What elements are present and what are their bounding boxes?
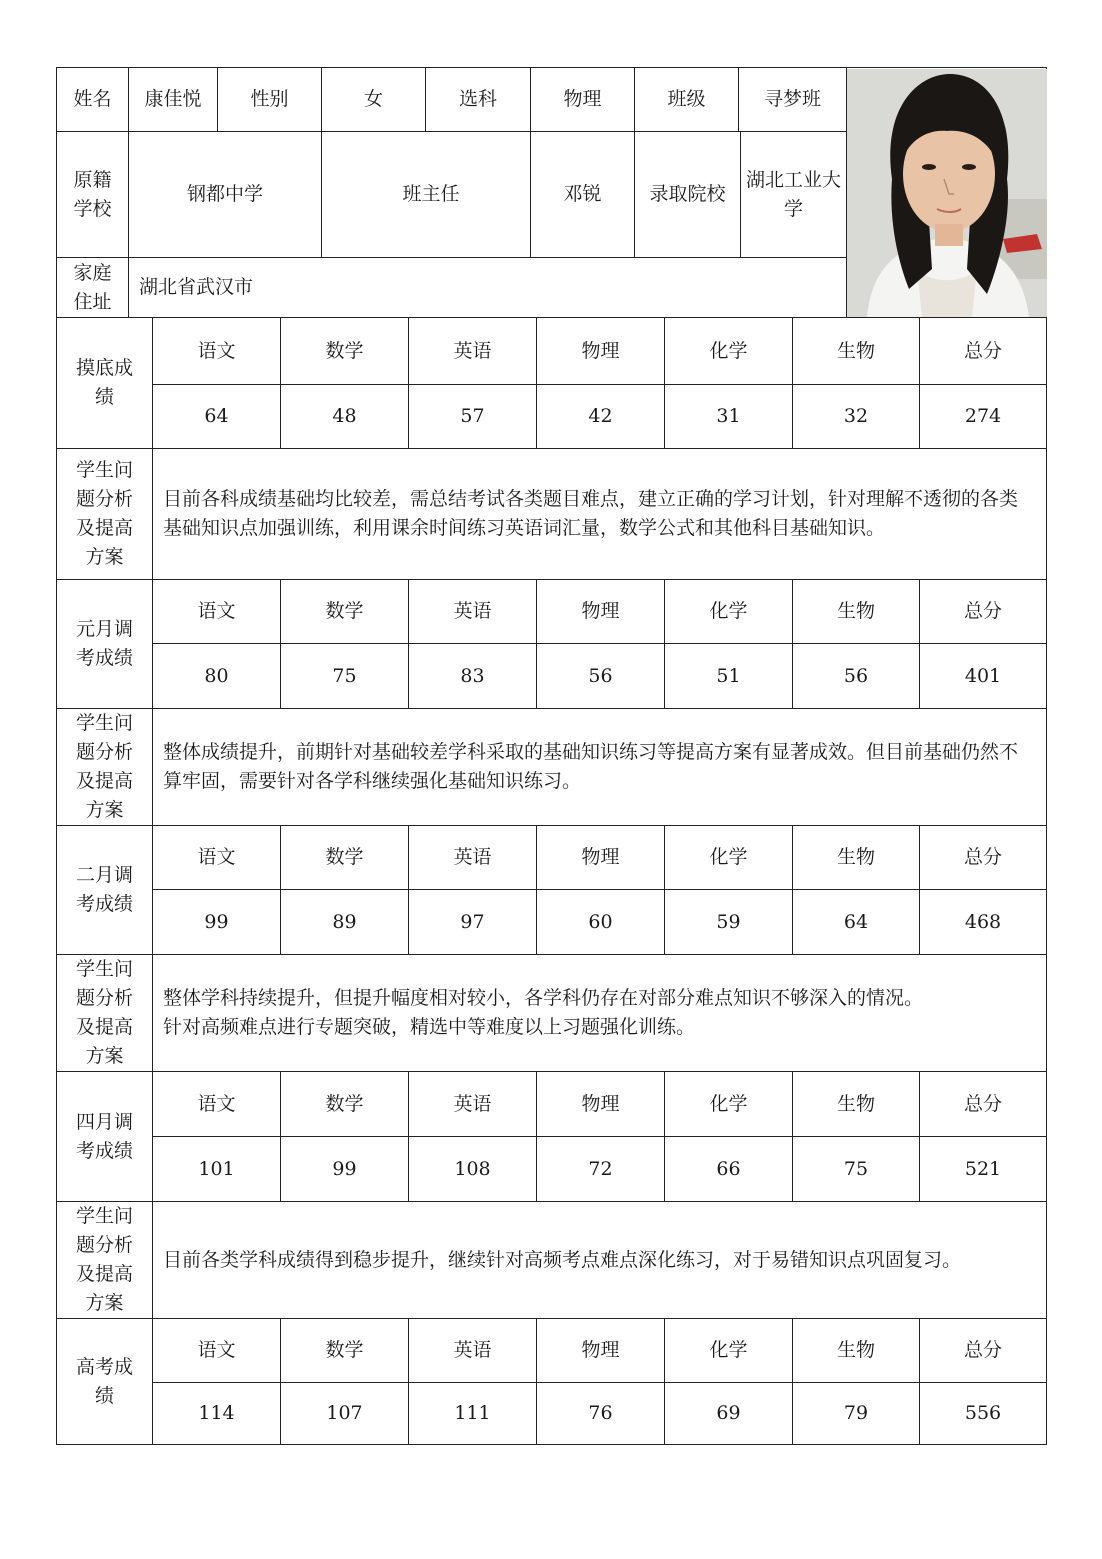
subject-header: 数学	[281, 580, 409, 644]
section-3-plan-cell	[153, 955, 1047, 1072]
origin-school-label	[57, 132, 129, 258]
subject-header: 数学	[281, 826, 409, 890]
section-1-label: 摸底成绩	[75, 357, 133, 408]
section-2-plan: 整体成绩提升，前期针对基础较差学科采取的基础知识练习等提高方案有显著成效。但目前基础仍然不算牢固，需要针对各学科继续强化基础知识练习。	[153, 709, 1047, 826]
subject-header: 数学	[281, 318, 409, 385]
score-cell: 89	[281, 890, 409, 955]
address-label-text: 家庭住址	[73, 261, 112, 313]
score-cell: 274	[920, 385, 1047, 449]
score-cell: 79	[793, 1383, 920, 1445]
name-value: 康佳悦	[129, 68, 218, 132]
section-1-plan: 目前各科成绩基础均比较差，需总结考试各类题目难点，建立正确的学习计划，针对理解不透彻的各类基础知识点加强训练，利用课余时间练习英语词汇量，数学公式和其他科目基础知识。	[153, 449, 1047, 580]
student-info-table	[56, 67, 1047, 318]
section-2-label: 元月调考成绩	[75, 618, 133, 669]
admission-combined	[635, 132, 847, 258]
student-record-sheet	[56, 67, 1046, 1445]
section-5-score-row	[57, 1383, 1047, 1445]
subject-header: 英语	[409, 1319, 537, 1383]
score-cell: 75	[281, 644, 409, 709]
section-3-subject-row	[57, 826, 1047, 890]
section-1-score-row	[57, 385, 1047, 449]
head-teacher-value: 邓锐	[531, 132, 635, 258]
subject-header: 语文	[153, 318, 281, 385]
subject-header: 英语	[409, 1072, 537, 1137]
student-photo	[847, 69, 1047, 317]
analysis-label-cell	[57, 955, 153, 1072]
head-teacher-label: 班主任	[322, 132, 531, 258]
subject-header: 数学	[281, 1319, 409, 1383]
subject-header: 英语	[409, 580, 537, 644]
gender-value: 女	[322, 68, 426, 132]
section-3-score-row	[57, 890, 1047, 955]
score-cell: 556	[920, 1383, 1047, 1445]
score-cell: 97	[409, 890, 537, 955]
subject-header: 语文	[153, 826, 281, 890]
score-cell: 75	[793, 1137, 920, 1202]
analysis-label-cell	[57, 1202, 153, 1319]
address-label	[57, 258, 129, 318]
subject-header: 化学	[665, 1072, 793, 1137]
score-cell: 69	[665, 1383, 793, 1445]
section-4-subject-row	[57, 1072, 1047, 1137]
subject-choice-value: 物理	[531, 68, 635, 132]
subject-header: 化学	[665, 318, 793, 385]
score-cell: 83	[409, 644, 537, 709]
section-2-score-row	[57, 644, 1047, 709]
address-value: 湖北省武汉市	[129, 258, 847, 318]
subject-header: 总分	[920, 318, 1047, 385]
section-4-label-cell	[57, 1072, 153, 1202]
subject-header: 物理	[537, 1072, 665, 1137]
section-4-score-row	[57, 1137, 1047, 1202]
subject-header: 生物	[793, 1072, 920, 1137]
score-cell: 48	[281, 385, 409, 449]
student-photo-cell	[847, 68, 1047, 318]
section-4-label: 四月调考成绩	[75, 1110, 133, 1162]
section-2-analysis-row	[57, 709, 1047, 826]
score-cell: 521	[920, 1137, 1047, 1202]
subject-header: 物理	[537, 1319, 665, 1383]
score-cell: 76	[537, 1383, 665, 1445]
section-3-analysis-row	[57, 955, 1047, 1072]
section-4-plan: 目前各类学科成绩得到稳步提升，继续针对高频考点难点深化练习，对于易错知识点巩固复习。	[153, 1202, 1047, 1319]
score-cell: 107	[281, 1383, 409, 1445]
score-cell: 401	[920, 644, 1047, 709]
class-label: 班级	[635, 68, 739, 132]
score-cell: 31	[665, 385, 793, 449]
score-cell: 99	[153, 890, 281, 955]
section-5-label: 高考成绩	[75, 1355, 133, 1407]
score-cell: 468	[920, 890, 1047, 955]
subject-header: 语文	[153, 1319, 281, 1383]
score-cell: 64	[153, 385, 281, 449]
score-cell: 114	[153, 1383, 281, 1445]
section-1-subject-row	[57, 318, 1047, 385]
analysis-label: 学生问题分析及提高方案	[75, 712, 133, 821]
analysis-label: 学生问题分析及提高方案	[75, 1205, 133, 1314]
admission-label: 录取院校	[635, 132, 741, 257]
origin-school-value: 钢都中学	[129, 132, 322, 258]
section-1-analysis-row	[57, 449, 1047, 580]
section-3-label: 二月调考成绩	[75, 864, 133, 915]
section-4-analysis-row	[57, 1202, 1047, 1319]
section-2-label-cell	[57, 580, 153, 709]
section-5-label-cell	[57, 1319, 153, 1445]
analysis-label: 学生问题分析及提高方案	[75, 958, 133, 1067]
analysis-label: 学生问题分析及提高方案	[75, 459, 133, 568]
subject-header: 化学	[665, 580, 793, 644]
score-cell: 72	[537, 1137, 665, 1202]
score-cell: 108	[409, 1137, 537, 1202]
section-1-label-cell	[57, 318, 153, 449]
subject-header: 生物	[793, 826, 920, 890]
score-cell: 111	[409, 1383, 537, 1445]
origin-school-label-text: 原籍学校	[73, 168, 112, 220]
score-cell: 64	[793, 890, 920, 955]
subject-header: 语文	[153, 1072, 281, 1137]
student-portrait-image	[847, 69, 1047, 317]
subject-header: 物理	[537, 826, 665, 890]
score-cell: 66	[665, 1137, 793, 1202]
subject-header: 总分	[920, 580, 1047, 644]
subject-header: 生物	[793, 1319, 920, 1383]
subject-header: 物理	[537, 318, 665, 385]
score-cell: 59	[665, 890, 793, 955]
score-cell: 80	[153, 644, 281, 709]
subject-header: 化学	[665, 826, 793, 890]
name-label: 姓名	[57, 68, 129, 132]
subject-header: 语文	[153, 580, 281, 644]
subject-header: 英语	[409, 318, 537, 385]
score-cell: 56	[537, 644, 665, 709]
score-cell: 32	[793, 385, 920, 449]
subject-header: 物理	[537, 580, 665, 644]
subject-header: 化学	[665, 1319, 793, 1383]
analysis-label-cell	[57, 449, 153, 580]
subject-choice-label: 选科	[426, 68, 531, 132]
score-cell: 42	[537, 385, 665, 449]
subject-header: 生物	[793, 318, 920, 385]
class-value: 寻梦班	[739, 68, 847, 132]
section-3-plan-line-2: 针对高频难点进行专题突破，精选中等难度以上习题强化训练。	[163, 1016, 696, 1038]
section-2-subject-row	[57, 580, 1047, 644]
section-3-label-cell	[57, 826, 153, 955]
admission-value: 湖北工业大学	[745, 168, 841, 220]
subject-header: 总分	[920, 1319, 1047, 1383]
subject-header: 总分	[920, 1072, 1047, 1137]
section-3-plan-line-1: 整体学科持续提升，但提升幅度相对较小，各学科仍存在对部分难点知识不够深入的情况。	[163, 987, 924, 1009]
subject-header: 数学	[281, 1072, 409, 1137]
subject-header: 英语	[409, 826, 537, 890]
score-cell: 57	[409, 385, 537, 449]
score-cell: 101	[153, 1137, 281, 1202]
score-cell: 60	[537, 890, 665, 955]
analysis-label-cell	[57, 709, 153, 826]
subject-header: 总分	[920, 826, 1047, 890]
score-cell: 51	[665, 644, 793, 709]
admission-subtable	[635, 132, 846, 257]
gender-label: 性别	[218, 68, 322, 132]
subject-header: 生物	[793, 580, 920, 644]
score-cell: 56	[793, 644, 920, 709]
score-cell: 99	[281, 1137, 409, 1202]
section-5-subject-row	[57, 1319, 1047, 1383]
scores-table	[56, 317, 1047, 1445]
